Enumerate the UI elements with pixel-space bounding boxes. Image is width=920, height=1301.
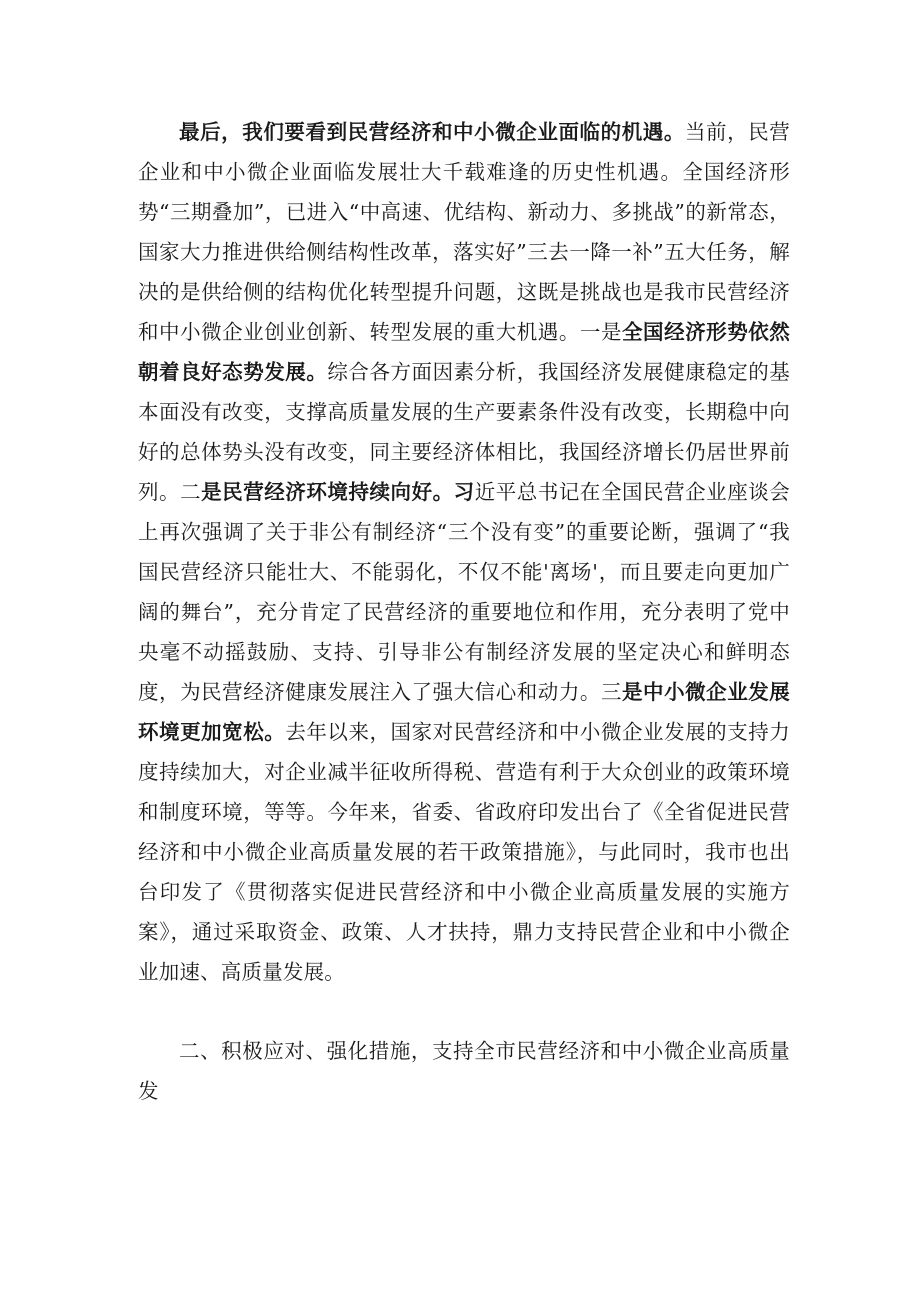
paragraph-text: 当前，民营企业和中小微企业面临发展壮大千载难逢的历史性机遇。全国经济形势“三期叠加”，已进入“中高速、优结构、新动力、多挑战”的新常态，国家大力推进供给侧结构性改革，落实好”三去一降一补”五大任务，解决的是供给侧的结构优化转型提升问题，这既是挑战也是我市民营经济和中小微企业创业创新、转型发展的重大机遇。一是 bbox=[138, 120, 790, 344]
body-paragraph bbox=[138, 112, 790, 992]
bold-lead-sentence: 最后，我们要看到民营经济和中小微企业面临的机遇。 bbox=[179, 120, 685, 144]
document-page bbox=[138, 112, 790, 1111]
section-heading: 二、积极应对、强化措施，支持全市民营经济和中小微企业高质量发 bbox=[138, 1039, 790, 1103]
bold-point-three: 是中小微企业发展环境更加宽松。 bbox=[138, 680, 790, 744]
bold-point-two: 是民营经济环境持续向好。习 bbox=[201, 480, 475, 504]
paragraph-text: 综合各方面因素分析，我国经济发展健康稳定的基本面没有改变，支撑高质量发展的生产要素条件没有改变，长期稳中向好的总体势头没有改变，同主要经济体相比，我国经济增长仍居世界前列。二 bbox=[138, 360, 790, 504]
paragraph-text: 去年以来，国家对民营经济和中小微企业发展的支持力度持续加大，对企业减半征收所得税、营造有利于大众创业的政策环境和制度环境，等等。今年来，省委、省政府印发出台了《全省促进民营经济和中小微企业高质量发展的若干政策措施》，与此同时，我市也出台印发了《贯彻落实促进民营经济和中小微企业高质量发展的实施方案》，通过采取资金、政策、人才扶持，鼎力支持民营企业和中小微企业加速、高质量发展。 bbox=[138, 720, 790, 984]
bold-point-one: 全国经济形势依然朝着良好态势发展。 bbox=[138, 320, 790, 384]
paragraph-text: 近平总书记在全国民营企业座谈会上再次强调了关于非公有制经济“三个没有变”的重要论断，强调了“我国民营经济只能壮大、不能弱化，不仅不能'离场'，而且要走向更加广阔的舞台”，充分肯定了民营经济的重要地位和作用，充分表明了党中央毫不动摇鼓励、支持、引导非公有制经济发展的坚定决心和鲜明态度，为民营经济健康发展注入了强大信心和动力。三 bbox=[138, 480, 791, 704]
